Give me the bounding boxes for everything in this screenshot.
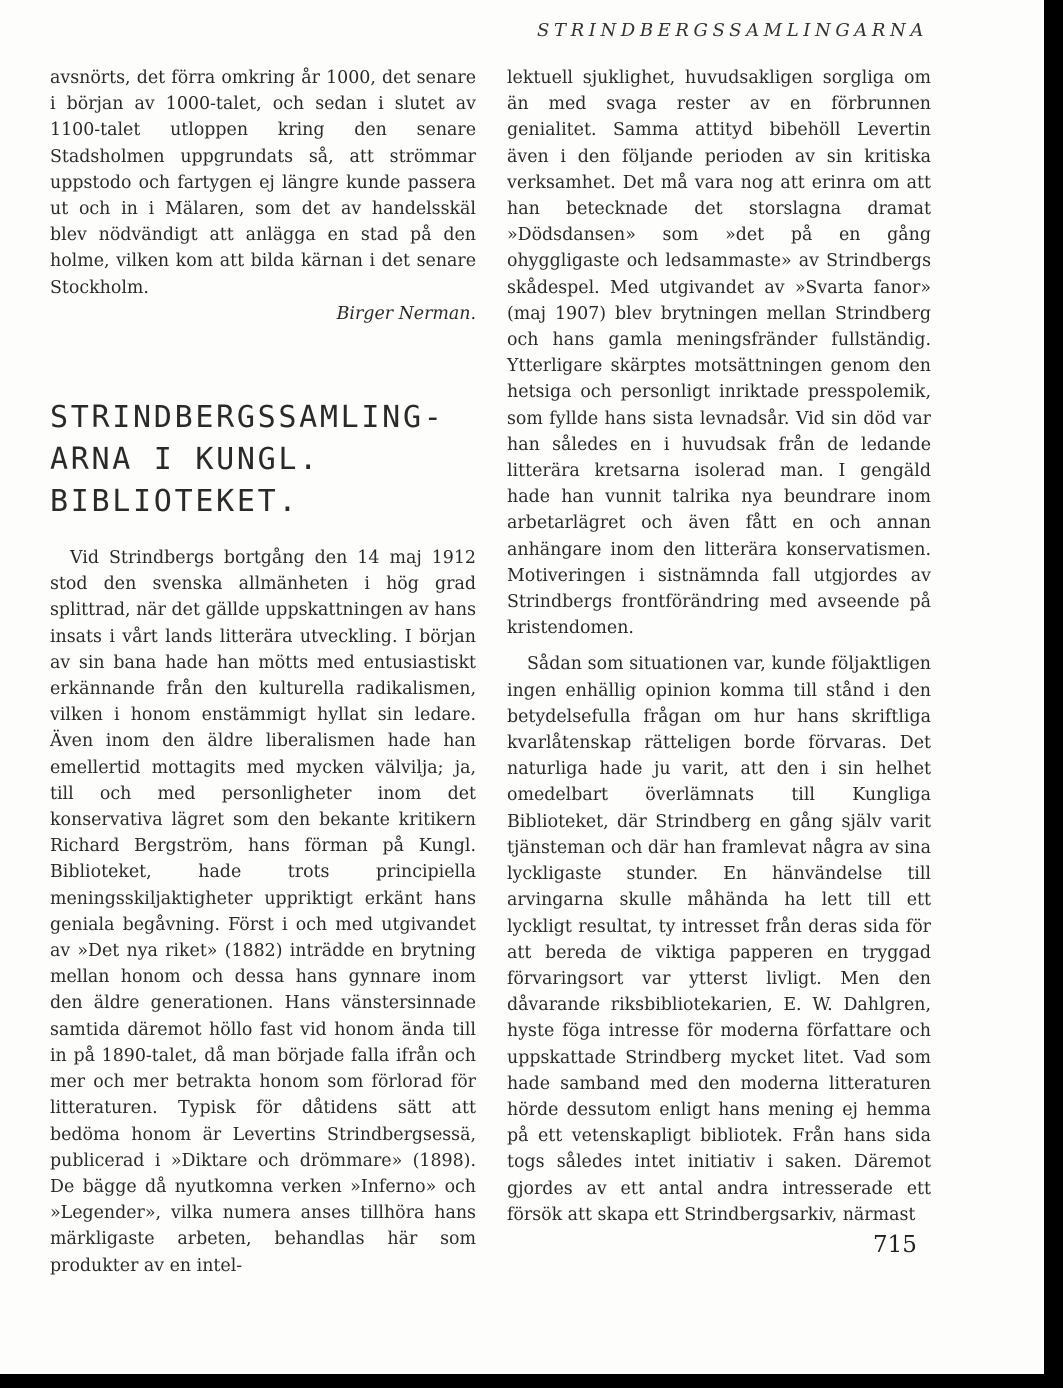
article-title-line: ARNA I KUNGL.	[50, 442, 320, 478]
article-title-line: BIBLIOTEKET.	[50, 484, 300, 520]
article-paragraph: Vid Strindbergs bortgång den 14 maj 1912 stod den svenska allmänheten i hög grad splittrad, när det gällde uppskattningen av hans insats i vårt lands litterära utveckling. I början av sin bana hade han mötts med entusiastiskt erkännande från den kulturella radikalismen, vilken i honom enstämmigt hyllat sin ledare. Även inom den äldre liberalismen hade han emellertid mottagits med mycken välvilja; ja, till och med personligheter inom det konservativa lägret som den bekante kritikern Richard Bergström, hans förman på Kungl. Biblioteket, hade trots principiella meningsskiljaktigheter uppriktigt erkänt hans geniala begåvning. Först i och med utgivandet av »Det nya riket» (1882) inträdde en brytning mellan honom och dessa hans gynnare inom den äldre generationen. Hans vänstersinnade samtida däremot höllo fast vid honom ända till in på 1890-talet, då man började falla ifrån och mer och mer betrakta honom som förlorad för litteraturen. Typisk för dåtidens sätt att bedöma honom är Levertins Strindbergsessä, publicerad i »Diktare och drömmare» (1898). De bägge då nyutkomna verken »Inferno» och »Legender», vilka numera anses tillhöra hans märkligaste arbeten, behandlas här som produkter av en intel-	[50, 548, 476, 1276]
page-number: 715	[873, 1232, 917, 1258]
article-title-line: STRINDBERGSSAMLING-	[50, 400, 445, 436]
article-paragraph: lektuell sjuklighet, huvudsakligen sorgliga om än med svaga rester av en förbrunnen genialitet. Samma attityd bibehöll Levertin även i den följande perioden av sin kritiska verksamhet. Det må vara nog att erinra om att han betecknade det storslagna dramat »Dödsdansen» som »det på en gång ohyggligaste och ledsammaste» av Strindbergs skådespel. Med utgivandet av »Svarta fanor» (maj 1907) blev brytningen mellan Strindberg och hans gamla meningsfränder fullständig. Ytterligare skärptes motsättningen genom den hetsiga och personligt inriktade presspolemik, som fyllde hans sista levnadsår. Vid sin död var han således en i huvudsak från de ledande litterära kretsarna isolerad man. I gengäld hade han vunnit talrika nya beundrare inom arbetarlägret och även fått en och annan anhängare inom den litterära konservatismen. Motiveringen i sistnämnda fall utgjordes av Strindbergs frontförändring med avseende på kristendomen.	[507, 68, 931, 639]
article-paragraph: Sådan som situationen var, kunde följaktligen ingen enhällig opinion komma till stånd i den betydelsefulla frågan om hur hans skriftliga kvarlåtenskap rätteligen borde förvaras. Det naturliga hade ju varit, att den i sin helhet omedelbart överlämnats till Kungliga Biblioteket, där Strindberg en gång själv varit tjänsteman och där han framlevat några av sina lyckligaste stunder. En hänvändelse till arvingarna skulle måhända ha lett till ett lyckligt resultat, ty intresset från deras sida för att bereda de viktiga papperen en tryggad förvaringsort var ytterst livligt. Men den dåvarande riksbibliotekarien, E. W. Dahlgren, hyste föga intresse för moderna författare och uppskattade Strindberg mycket litet. Vad som hade samband med den moderna litteraturen hörde dessutom enligt hans mening ej hemma på ett vetenskapligt bibliotek. Från hans sida togs således intet initiativ i saken. Däremot gjordes av ett antal andra intresserade ett försök att skapa ett Strindbergsarkiv, närmast	[507, 654, 931, 1225]
author-signature: Birger Nerman.	[336, 303, 476, 324]
running-head: STRINDBERGSSAMLINGARNA	[537, 20, 928, 41]
continuation-paragraph: avsnörts, det förra omkring år 1000, det senare i början av 1000-talet, och sedan i slutet av 1100-talet utloppen kring den senare Stadsholmen uppgrundats så, att strömmar uppstodo och fartygen ej längre kunde passera ut och in i Mälaren, som det av handelsskäl blev nödvändigt att anlägga en stad på den holme, vilken kom att bilda kärnan i det senare Stockholm.	[50, 68, 476, 298]
right-column	[507, 65, 931, 1228]
left-column	[50, 65, 476, 1279]
article-title	[50, 397, 476, 523]
